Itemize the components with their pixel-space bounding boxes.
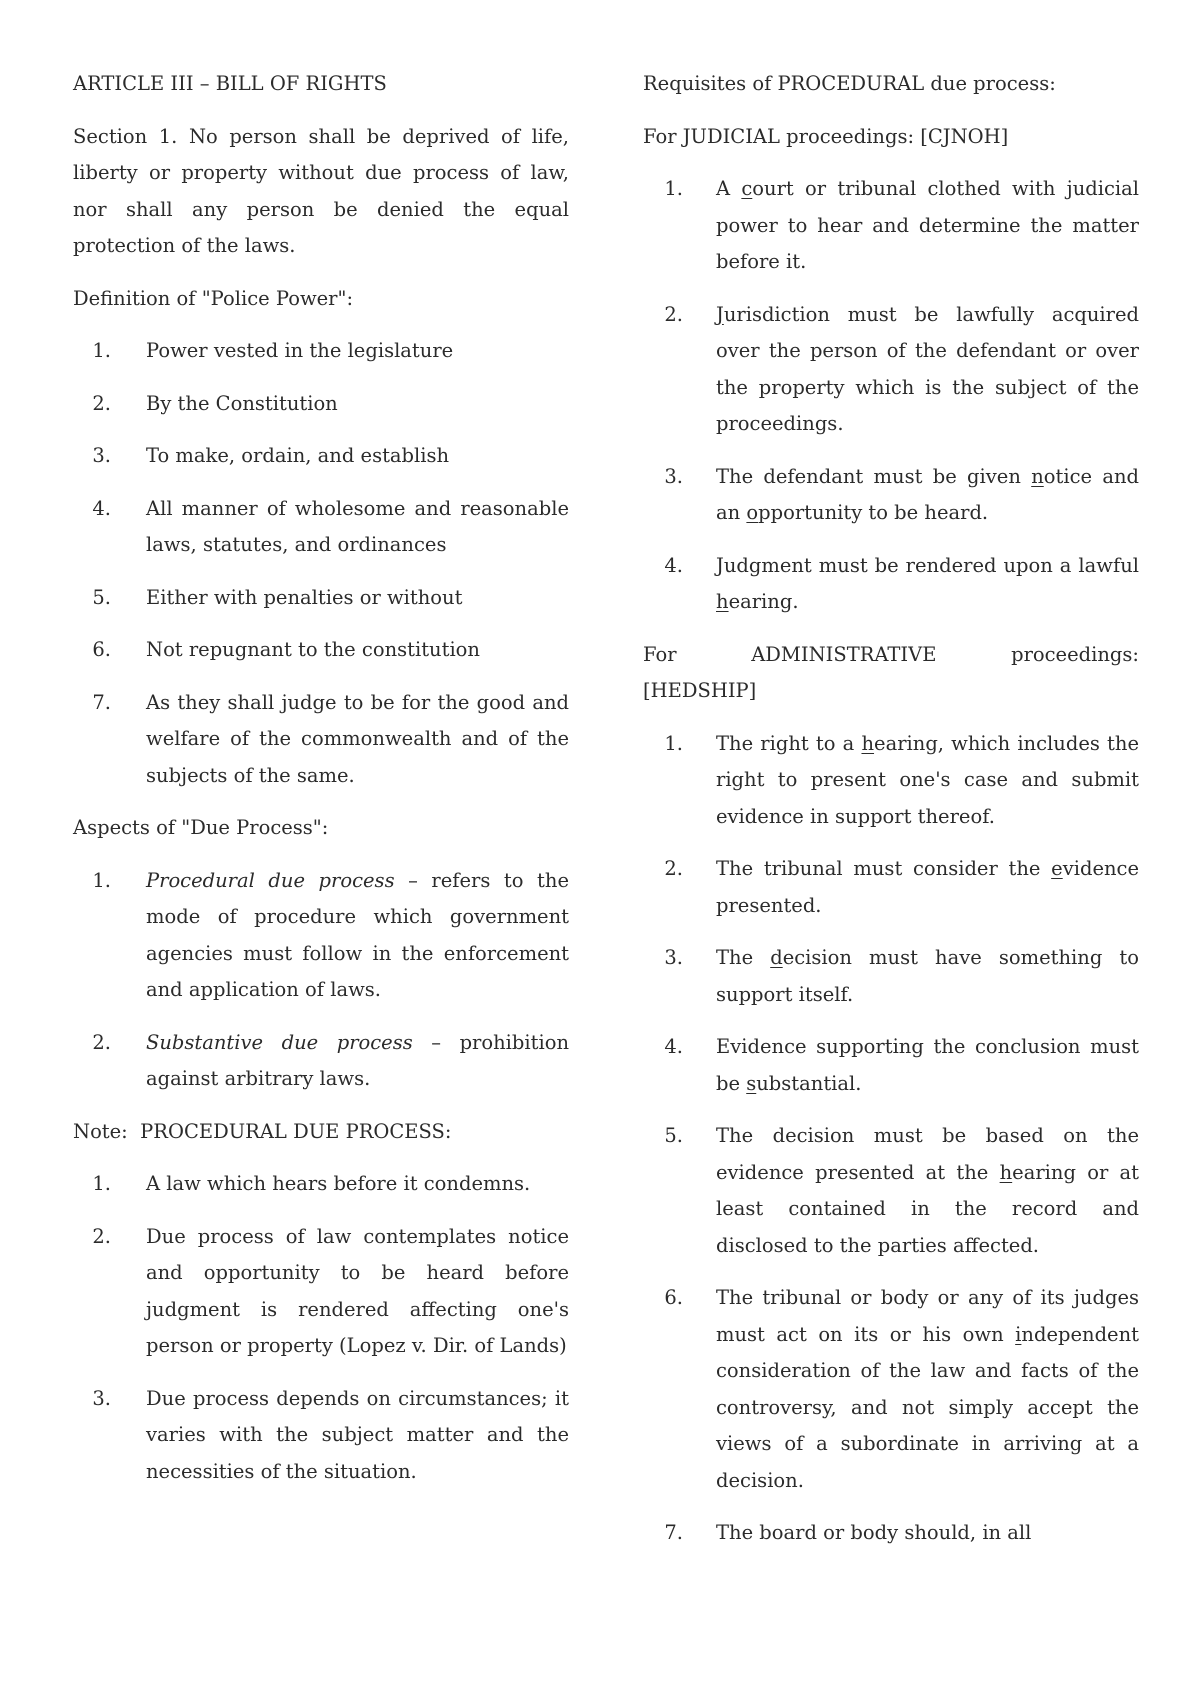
item-text-after: pportunity to be heard.: [758, 501, 989, 524]
list-item-text: [716, 1118, 1139, 1264]
due-process-aspects-list: [73, 863, 569, 1098]
list-number: 3.: [664, 464, 683, 488]
list-item: [73, 438, 569, 475]
list-item: [73, 1025, 569, 1098]
note-label: Note:: [73, 1119, 128, 1143]
mnemonic-letter: J: [716, 302, 724, 326]
list-item: [643, 171, 1139, 281]
list-number: 1.: [92, 339, 111, 362]
item-text-before: Evidence supporting the conclusion must be: [716, 1035, 1139, 1095]
item-text-after: earing or at least contained in the record and disclosed to the parties affected.: [716, 1160, 1139, 1257]
list-number: 5.: [664, 1124, 683, 1147]
list-item-text: [716, 1280, 1139, 1499]
admin-heading-word-3: proceedings:: [1011, 642, 1139, 666]
list-item-text: Due process of law contemplates notice and opportunity to be heard before judgment is rendered affecting one's person or property (Lopez v. Dir. of Lands): [146, 1224, 569, 1357]
list-number: 1.: [92, 1172, 111, 1195]
list-item: [643, 548, 1139, 621]
list-item-text: [716, 851, 1139, 924]
list-number: 4.: [664, 1035, 683, 1058]
admin-heading-tag: [HEDSHIP]: [643, 679, 757, 702]
item-text-after: otice and an: [716, 464, 1139, 524]
list-item: [73, 580, 569, 617]
mnemonic-letter: h: [716, 590, 729, 613]
list-item: [643, 297, 1139, 443]
article-title: ARTICLE III – BILL OF RIGHTS: [73, 72, 387, 95]
note-heading: [73, 1114, 569, 1151]
list-number: 5.: [92, 585, 111, 609]
list-item: [643, 1029, 1139, 1102]
mnemonic-letter: n: [1031, 464, 1044, 488]
list-number: 2.: [92, 1030, 111, 1054]
list-item: [73, 863, 569, 1009]
item-text-after: earing.: [728, 590, 799, 613]
item-text-after: ubstantial.: [756, 1071, 862, 1095]
item-text-before: The: [716, 946, 771, 969]
mnemonic-letter: h: [861, 731, 875, 755]
police-power-list: [73, 333, 569, 794]
list-item-text: [716, 548, 1139, 621]
item-text-after: ndependent consideration of the law and facts of the controversy, and not simply accept the views of a subordinate in arriving at a decision.: [716, 1322, 1139, 1492]
item-text-after: earing, which includes the right to present one's case and submit evidence in support thereof.: [716, 731, 1139, 828]
list-item-text: By the Constitution: [146, 391, 338, 415]
item-definition: – refers to the mode of procedure which government agencies must follow in the enforcement and application of laws.: [146, 868, 569, 1001]
list-item-text: Due process depends on circumstances; it varies with the subject matter and the necessities of the situation.: [146, 1386, 569, 1483]
procedural-due-process-notes: [73, 1166, 569, 1490]
list-number: 4.: [664, 553, 683, 577]
item-text-before: Judgment must be rendered upon a lawful: [716, 553, 1139, 577]
list-number: 1.: [664, 731, 683, 755]
list-item-text: Not repugnant to the constitution: [146, 638, 480, 661]
list-item-text: [716, 1029, 1139, 1102]
list-item: [73, 1219, 569, 1365]
list-number: 3.: [92, 1386, 111, 1410]
list-number: 4.: [92, 496, 111, 520]
list-item-text: [716, 459, 1139, 532]
mnemonic-letter: o: [746, 501, 759, 524]
item-text-before: The decision must be based on the evidence presented at the: [716, 1124, 1139, 1184]
mnemonic-letter: h: [999, 1160, 1013, 1184]
item-text-before: A: [716, 177, 742, 200]
item-text-after: vidence presented.: [716, 857, 1139, 917]
judicial-requisites-list: [643, 171, 1139, 621]
list-item: [73, 491, 569, 564]
list-item-text: [716, 171, 1139, 281]
item-text-after: urisdiction must be lawfully acquired over the person of the defendant or over the property which is the subject of the proceedings.: [716, 302, 1139, 435]
list-number: 1.: [664, 177, 683, 200]
list-item: [73, 1166, 569, 1203]
list-number: 6.: [664, 1286, 683, 1309]
list-item-text: [716, 297, 1139, 443]
item-text-before: The right to a: [716, 731, 862, 755]
mnemonic-letter: s: [746, 1071, 757, 1095]
administrative-heading: [643, 637, 1139, 710]
right-column: [643, 66, 1139, 1568]
list-item-text: [146, 1025, 569, 1098]
mnemonic-letter: d: [770, 946, 783, 969]
mnemonic-letter: i: [1015, 1322, 1022, 1346]
list-item-text: All manner of wholesome and reasonable laws, statutes, and ordinances: [146, 496, 569, 556]
item-text-after: ecision must have something to support itself.: [716, 946, 1139, 1006]
list-item: [73, 386, 569, 423]
list-number: 3.: [92, 444, 111, 467]
item-text-after: ourt or tribunal clothed with judicial power to hear and determine the matter before it.: [716, 177, 1139, 273]
item-text-before: The defendant must be given: [716, 464, 1032, 488]
item-definition: – prohibition against arbitrary laws.: [146, 1030, 570, 1090]
list-item-text: [716, 1515, 1139, 1552]
admin-heading-word-1: For: [643, 642, 677, 666]
police-power-heading: Definition of "Police Power":: [73, 286, 354, 310]
list-item-text: Power vested in the legislature: [146, 339, 454, 362]
list-number: 2.: [92, 1224, 111, 1248]
judicial-heading: For JUDICIAL proceedings: [CJNOH]: [643, 124, 1009, 148]
note-title: PROCEDURAL DUE PROCESS:: [140, 1119, 452, 1143]
list-item: [643, 851, 1139, 924]
item-text-before: The board or body should, in all: [716, 1521, 1032, 1544]
item-text-before: The tribunal must consider the: [716, 857, 1052, 880]
list-number: 6.: [92, 638, 111, 661]
list-item-text: [716, 940, 1139, 1013]
list-item: [73, 632, 569, 669]
list-item: [643, 1280, 1139, 1499]
list-item-text: As they shall judge to be for the good and welfare of the commonwealth and of the subjects of the same.: [146, 690, 569, 787]
section-1-text: Section 1. No person shall be deprived of life, liberty or property without due process of law, nor shall any person be denied the equal protection of the laws.: [73, 124, 569, 257]
list-item-text: [146, 863, 569, 1009]
due-process-heading: Aspects of "Due Process":: [73, 816, 329, 839]
list-item-text: [716, 726, 1139, 836]
list-item: [643, 459, 1139, 532]
left-column: [73, 66, 569, 1506]
list-item: [643, 940, 1139, 1013]
list-item: [643, 1515, 1139, 1552]
mnemonic-letter: c: [741, 177, 753, 200]
list-number: 3.: [664, 946, 683, 969]
list-item-text: Either with penalties or without: [146, 585, 463, 609]
item-term: Procedural due process: [146, 868, 395, 892]
list-item-text: To make, ordain, and establish: [146, 444, 450, 467]
list-number: 7.: [664, 1521, 683, 1544]
list-item: [73, 1381, 569, 1491]
list-number: 2.: [664, 302, 683, 326]
mnemonic-letter: e: [1051, 857, 1063, 880]
list-number: 1.: [92, 868, 111, 892]
administrative-heading-line: [643, 637, 1139, 674]
list-number: 2.: [664, 857, 683, 880]
list-number: 2.: [92, 391, 111, 415]
requisites-title: Requisites of PROCEDURAL due process:: [643, 72, 1056, 95]
list-item-text: A law which hears before it condemns.: [146, 1172, 531, 1195]
list-item: [73, 333, 569, 370]
list-item: [643, 1118, 1139, 1264]
administrative-requisites-list: [643, 726, 1139, 1552]
item-text-before: The tribunal or body or any of its judges must act on its or his own: [716, 1286, 1139, 1346]
list-number: 7.: [92, 690, 111, 714]
item-term: Substantive due process: [146, 1030, 413, 1054]
list-item: [643, 726, 1139, 836]
list-item: [73, 685, 569, 795]
admin-heading-word-2: ADMINISTRATIVE: [751, 642, 937, 666]
